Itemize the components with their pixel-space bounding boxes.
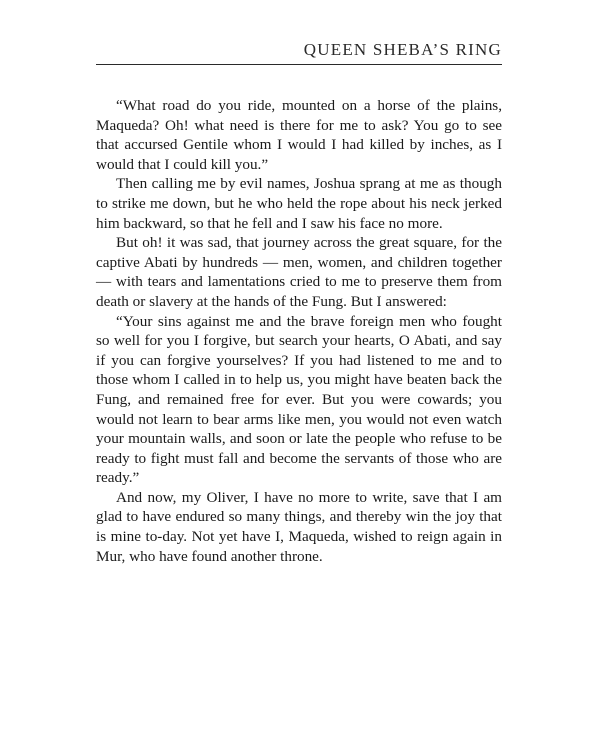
paragraph: But oh! it was sad, that journey across the great square, for the captive Abati by hundreds — men, women, and children together — with tears and lamentations cried to me to preserve them from death or slavery at the hands of the Fung. But I answered: — [96, 234, 502, 310]
body-text — [96, 96, 502, 566]
paragraph: “Your sins against me and the brave foreign men who fought so well for you I forgive, but search your hearts, O Abati, and say if you can forgive yourselves? If you had listened to me and to those whom I called in to help us, you might have beaten back the Fung, and remained free for ever. But you were cowards; you would not learn to bear arms like men, you would not even watch your mountain walls, and soon or late the people who refuse to be ready to fight must fall and become the servants of those who are ready.” — [96, 312, 502, 487]
header-rule — [96, 64, 502, 65]
paragraph: “What road do you ride, mounted on a horse of the plains, Maqueda? Oh! what need is there for me to ask? You go to see that accursed Gentile whom I would I had killed by inches, as I would that I could kill you.” — [96, 97, 502, 173]
paragraph: Then calling me by evil names, Joshua sprang at me as though to strike me down, but he who held the rope about his neck jerked him backward, so that he fell and I saw his face no more. — [96, 175, 502, 232]
paragraph: And now, my Oliver, I have no more to write, save that I am glad to have endured so many things, and thereby win the joy that is mine to-day. Not yet have I, Maqueda, wished to reign again in Mur, who have found another throne. — [96, 488, 502, 565]
running-head-title: QUEEN SHEBA’S RING — [303, 40, 502, 59]
